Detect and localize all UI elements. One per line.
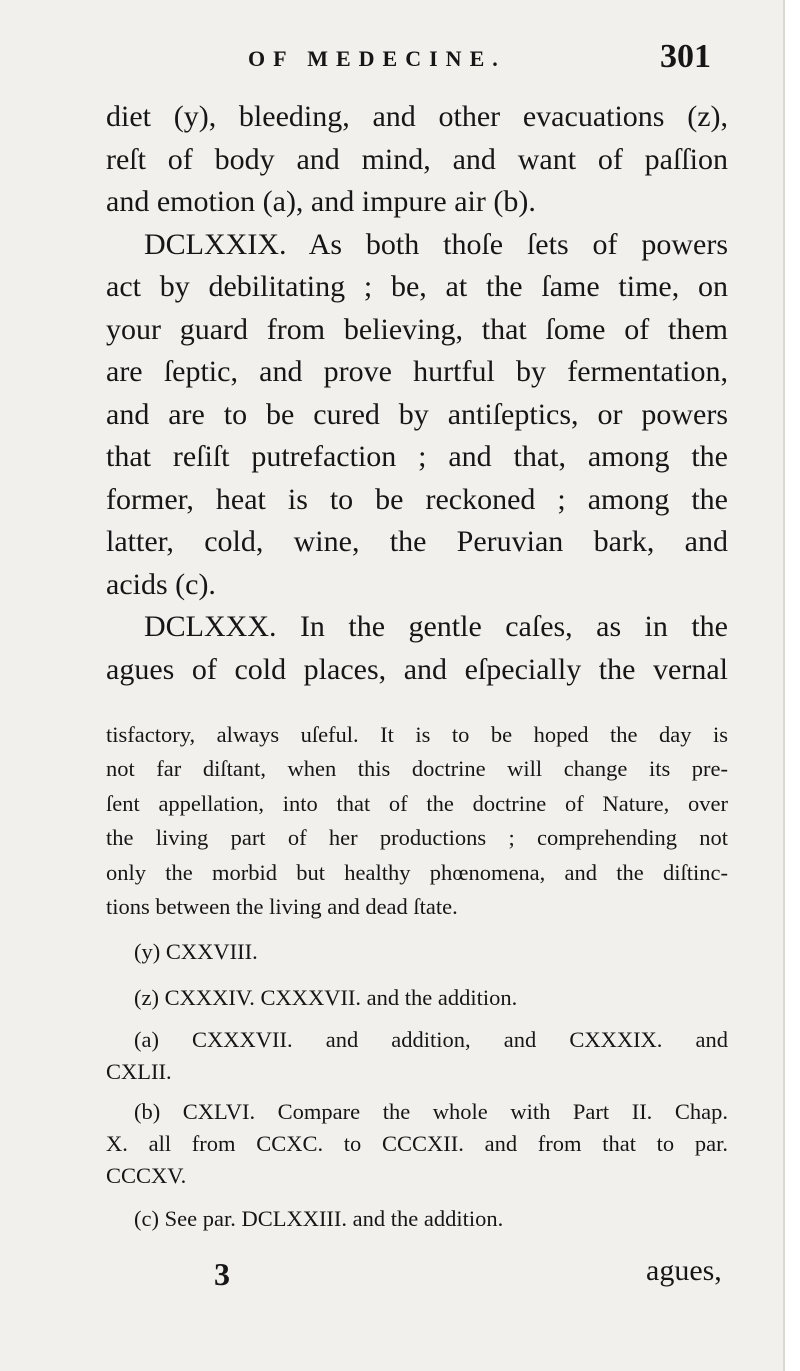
running-title: OF MEDECINE. <box>248 46 506 71</box>
footnote-a <box>106 1024 728 1088</box>
footnote-line: CCCXV. <box>106 1163 187 1188</box>
text-line: former, heat is to be reckoned ; among the <box>106 482 728 516</box>
catchword: agues, <box>646 1254 722 1287</box>
footnote-z <box>106 982 728 1014</box>
main-text <box>106 96 728 691</box>
text-line: and emotion (a), and impure air (b). <box>106 185 536 218</box>
paragraph-start: DCLXXIX. As both thoſe ſets of powers <box>144 227 728 261</box>
text-line: act by debilitating ; be, at the ſame time, on <box>106 270 728 303</box>
text-line: reſt of body and mind, and want of paſſion <box>106 142 728 176</box>
footnote-line: CXLII. <box>106 1059 172 1084</box>
note-line: not far diſtant, when this doctrine will change its pre- <box>106 756 728 782</box>
text-line: latter, cold, wine, the Peruvian bark, and <box>106 525 728 558</box>
text-line: are ſeptic, and prove hurtful by fermentation, <box>106 355 728 388</box>
footnote-line: (a) CXXXVII. and addition, and CXXXIX. and <box>134 1027 728 1052</box>
footnote-line: (c) See par. DCLXXIII. and the addition. <box>134 1206 504 1231</box>
page-number: 301 <box>660 38 711 75</box>
footnote-line: X. all from CCXC. to CCCXII. and from that to par. <box>106 1131 728 1156</box>
footnote-b <box>106 1096 728 1192</box>
text-line: diet (y), bleeding, and other evacuations (z), <box>106 100 728 133</box>
text-line: your guard from believing, that ſome of them <box>106 312 728 346</box>
text-line: agues of cold places, and eſpecially the vernal <box>106 652 728 686</box>
note-line: the living part of her productions ; comprehending not <box>106 825 728 851</box>
note-line: tions between the living and dead ſtate. <box>106 893 458 919</box>
text-line: acids (c). <box>106 567 216 601</box>
paragraph-start: DCLXXX. In the gentle caſes, as in the <box>144 610 728 643</box>
footnote-line: (b) CXLVI. Compare the whole with Part II. Chap. <box>134 1099 728 1124</box>
footnote-c <box>106 1203 728 1235</box>
note-line: only the morbid but healthy phœnomena, and the diſtinc- <box>106 859 728 885</box>
note-continuation <box>106 718 728 924</box>
footnote-line: (y) CXXVIII. <box>134 939 258 964</box>
signature-mark: 3 <box>214 1256 230 1292</box>
note-line: ſent appellation, into that of the doctrine of Nature, over <box>106 790 728 816</box>
footnote-y <box>106 936 728 968</box>
text-line: that reſiſt putrefaction ; and that, among the <box>106 440 728 473</box>
footnote-line: (z) CXXXIV. CXXXVII. and the addition. <box>134 985 518 1010</box>
page-header <box>0 38 785 82</box>
text-line: and are to be cured by antiſeptics, or powers <box>106 397 728 431</box>
note-line: tisfactory, always uſeful. It is to be hoped the day is <box>106 722 728 747</box>
